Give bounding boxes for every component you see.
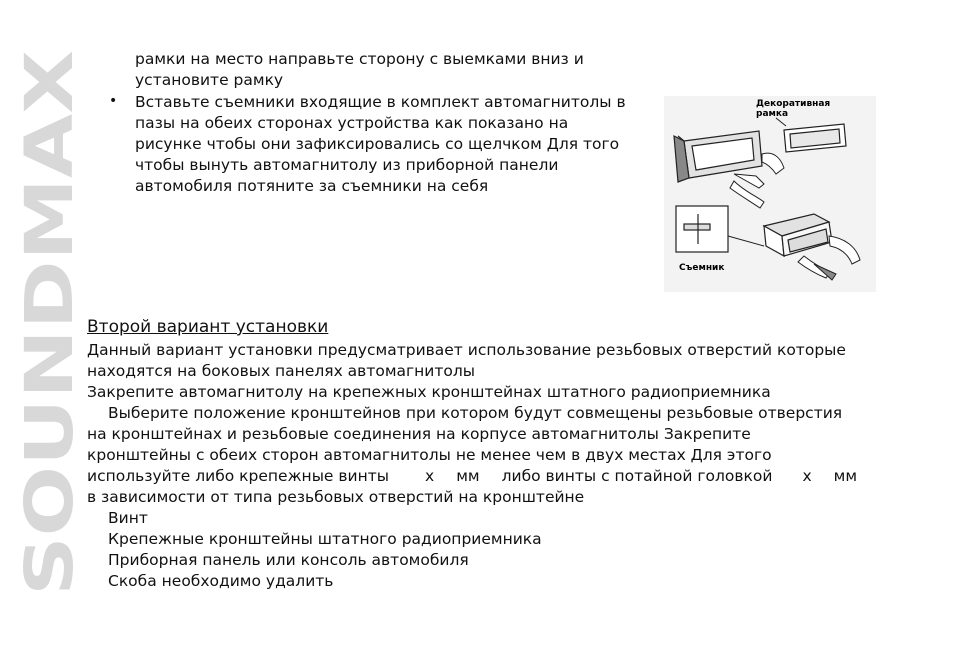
installation-figure [664,96,876,292]
line7-part-c: мм [456,467,480,485]
list-item-4: Скоба необходимо удалить [108,572,334,590]
line7-part-e: х [802,467,812,485]
line7-part-a: используйте либо крепежные винты [87,467,390,485]
installation-drawing [664,96,876,292]
bullet-line-5: автомобиля потяните за съемники на себя [135,177,489,195]
line7-part-d: либо винты с потайной головкой [501,467,773,485]
intro-line-1: рамки на место направьте сторону с выемками вниз и [135,50,584,68]
section-line-2: находятся на боковых панелях автомагнитолы [87,362,476,380]
section-heading: Второй вариант установки [87,317,329,337]
section-line-7 [87,466,857,487]
bullet-line-1: Вставьте съемники входящие в комплект автомагнитолы в [135,93,626,111]
intro-line-2: установите рамку [135,71,284,89]
section-line-6: кронштейны с обеих сторон автомагнитолы не менее чем в двух местах Для этого [87,446,772,464]
bullet-line-3: рисунке чтобы они зафиксировались со щелчком Для того [135,135,620,153]
line7-part-f: мм [833,467,858,485]
section-line-3: Закрепите автомагнитолу на крепежных кронштейнах штатного радиоприемника [87,383,771,401]
bullet-line-4: чтобы вынуть автомагнитолу из приборной панели [135,156,559,174]
label-puller: Съемник [679,263,725,273]
section-line-5: на кронштейнах и резьбовые соединения на корпусе автомагнитолы Закрепите [87,425,751,443]
line7-part-b: х [425,467,435,485]
list-item-1: Винт [108,509,148,527]
label-decorative-frame: Декоративная [756,99,831,109]
bullet-line-2: пазы на обеих сторонах устройства как показано на [135,114,569,132]
label-decorative-frame-2: рамка [756,109,789,119]
bullet-symbol: • [109,93,118,109]
section-line-4: Выберите положение кронштейнов при котором будут совмещены резьбовые отверстия [108,404,843,422]
section-line-1: Данный вариант установки предусматривает использование резьбовых отверстий которые [87,341,846,359]
list-item-3: Приборная панель или консоль автомобиля [108,551,469,569]
brand-text: SOUNDMAX [11,161,88,596]
section-line-8: в зависимости от типа резьбовых отверстий на кронштейне [87,488,585,506]
brand-watermark [11,48,88,600]
brand-logo [11,48,88,600]
list-item-2: Крепежные кронштейны штатного радиоприемника [108,530,542,548]
